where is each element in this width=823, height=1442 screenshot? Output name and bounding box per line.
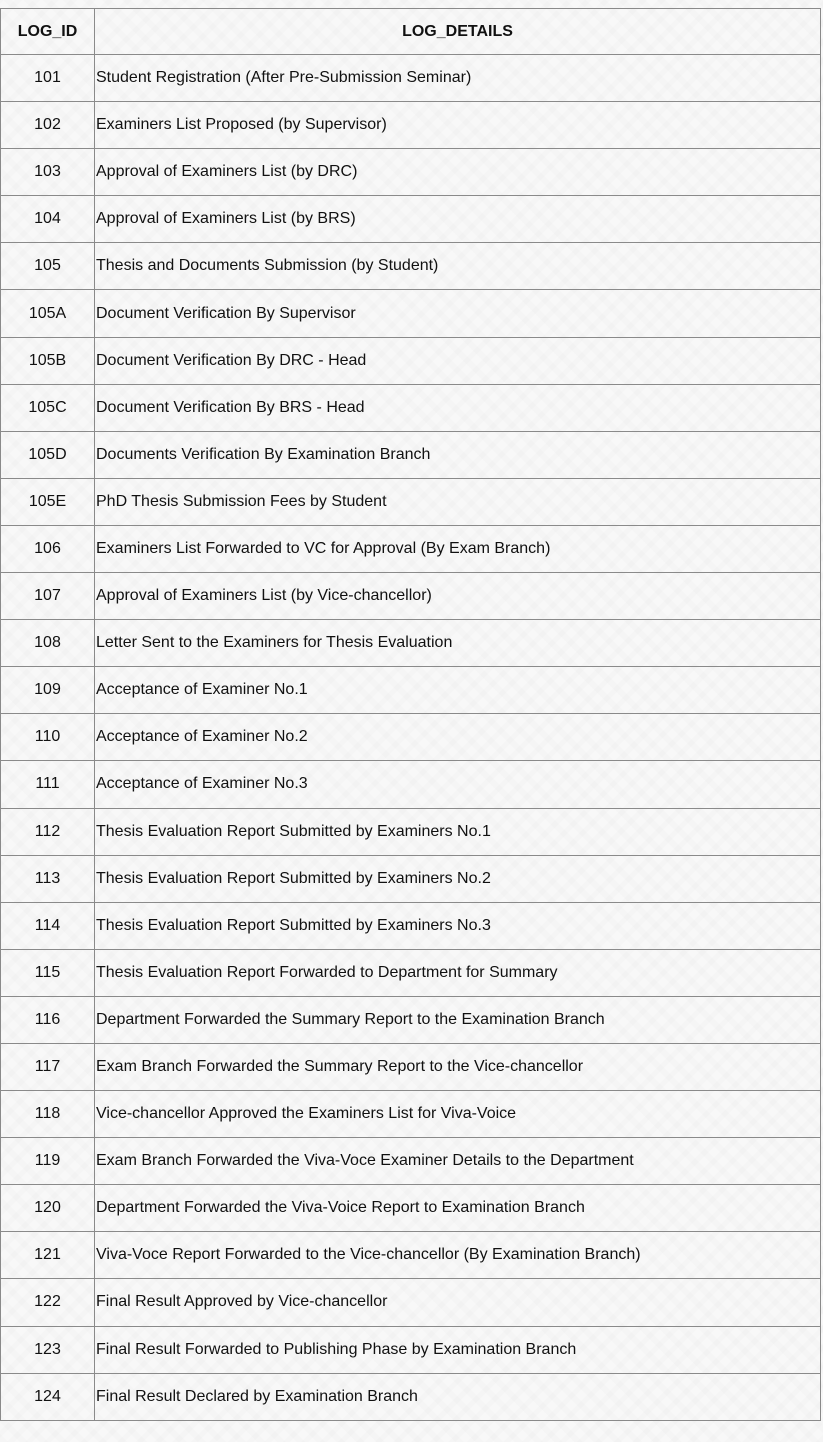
log-id-cell: 104 [1, 196, 95, 243]
log-details-cell: Student Registration (After Pre-Submission Seminar) [95, 55, 821, 102]
log-id-cell: 107 [1, 573, 95, 620]
table-row [1, 149, 821, 196]
log-id-cell: 105C [1, 384, 95, 431]
log-details-cell: Acceptance of Examiner No.2 [95, 714, 821, 761]
log-id-cell: 111 [1, 761, 95, 808]
table-row [1, 384, 821, 431]
log-id-cell: 103 [1, 149, 95, 196]
log-id-cell: 101 [1, 55, 95, 102]
log-details-cell: Examiners List Forwarded to VC for Approval (By Exam Branch) [95, 525, 821, 572]
table-row [1, 337, 821, 384]
log-id-cell: 106 [1, 525, 95, 572]
log-details-cell: Approval of Examiners List (by Vice-chancellor) [95, 573, 821, 620]
log-details-cell: Vice-chancellor Approved the Examiners List for Viva-Voice [95, 1091, 821, 1138]
log-table [0, 8, 821, 1421]
log-details-cell: Final Result Declared by Examination Branch [95, 1373, 821, 1420]
table-row [1, 573, 821, 620]
log-details-cell: Approval of Examiners List (by BRS) [95, 196, 821, 243]
table-row [1, 196, 821, 243]
table-row [1, 55, 821, 102]
log-id-cell: 109 [1, 667, 95, 714]
log-id-cell: 124 [1, 1373, 95, 1420]
table-row [1, 855, 821, 902]
log-details-cell: Exam Branch Forwarded the Summary Report to the Vice-chancellor [95, 1043, 821, 1090]
log-id-cell: 117 [1, 1043, 95, 1090]
table-row [1, 478, 821, 525]
table-row [1, 1326, 821, 1373]
log-details-cell: Thesis Evaluation Report Submitted by Examiners No.1 [95, 808, 821, 855]
table-row [1, 290, 821, 337]
table-row [1, 102, 821, 149]
log-details-cell: Department Forwarded the Viva-Voice Report to Examination Branch [95, 1185, 821, 1232]
table-header-row [1, 9, 821, 55]
log-id-cell: 108 [1, 620, 95, 667]
log-details-cell: Examiners List Proposed (by Supervisor) [95, 102, 821, 149]
log-id-cell: 113 [1, 855, 95, 902]
table-row [1, 667, 821, 714]
log-details-cell: Document Verification By Supervisor [95, 290, 821, 337]
log-id-cell: 123 [1, 1326, 95, 1373]
log-details-cell: Thesis Evaluation Report Submitted by Examiners No.2 [95, 855, 821, 902]
log-details-cell: Exam Branch Forwarded the Viva-Voce Examiner Details to the Department [95, 1138, 821, 1185]
log-id-cell: 121 [1, 1232, 95, 1279]
log-id-cell: 118 [1, 1091, 95, 1138]
table-row [1, 996, 821, 1043]
table-row [1, 1279, 821, 1326]
log-details-cell: Thesis and Documents Submission (by Student) [95, 243, 821, 290]
log-id-cell: 120 [1, 1185, 95, 1232]
log-details-cell: Viva-Voce Report Forwarded to the Vice-chancellor (By Examination Branch) [95, 1232, 821, 1279]
table-row [1, 808, 821, 855]
header-log-id: LOG_ID [1, 9, 95, 55]
log-details-cell: Department Forwarded the Summary Report to the Examination Branch [95, 996, 821, 1043]
table-row [1, 761, 821, 808]
log-id-cell: 119 [1, 1138, 95, 1185]
log-id-cell: 116 [1, 996, 95, 1043]
log-details-cell: Final Result Approved by Vice-chancellor [95, 1279, 821, 1326]
table-row [1, 949, 821, 996]
table-row [1, 620, 821, 667]
table-body [1, 55, 821, 1421]
table-row [1, 243, 821, 290]
log-details-cell: Letter Sent to the Examiners for Thesis Evaluation [95, 620, 821, 667]
log-id-cell: 112 [1, 808, 95, 855]
log-details-cell: Thesis Evaluation Report Submitted by Examiners No.3 [95, 902, 821, 949]
log-details-cell: PhD Thesis Submission Fees by Student [95, 478, 821, 525]
table-row [1, 431, 821, 478]
table-row [1, 1373, 821, 1420]
log-id-cell: 105A [1, 290, 95, 337]
log-details-cell: Final Result Forwarded to Publishing Phase by Examination Branch [95, 1326, 821, 1373]
log-id-cell: 122 [1, 1279, 95, 1326]
log-id-cell: 110 [1, 714, 95, 761]
log-id-cell: 105D [1, 431, 95, 478]
log-details-cell: Approval of Examiners List (by DRC) [95, 149, 821, 196]
log-details-cell: Thesis Evaluation Report Forwarded to Department for Summary [95, 949, 821, 996]
log-details-cell: Document Verification By DRC - Head [95, 337, 821, 384]
log-details-cell: Acceptance of Examiner No.1 [95, 667, 821, 714]
table-row [1, 1091, 821, 1138]
log-id-cell: 105 [1, 243, 95, 290]
header-log-details: LOG_DETAILS [95, 9, 821, 55]
table-row [1, 1138, 821, 1185]
log-details-cell: Document Verification By BRS - Head [95, 384, 821, 431]
log-details-cell: Documents Verification By Examination Branch [95, 431, 821, 478]
table-row [1, 1043, 821, 1090]
table-row [1, 902, 821, 949]
table-row [1, 714, 821, 761]
log-id-cell: 105E [1, 478, 95, 525]
table-row [1, 1185, 821, 1232]
log-id-cell: 114 [1, 902, 95, 949]
log-id-cell: 105B [1, 337, 95, 384]
table-row [1, 1232, 821, 1279]
log-details-cell: Acceptance of Examiner No.3 [95, 761, 821, 808]
log-id-cell: 102 [1, 102, 95, 149]
log-id-cell: 115 [1, 949, 95, 996]
table-row [1, 525, 821, 572]
